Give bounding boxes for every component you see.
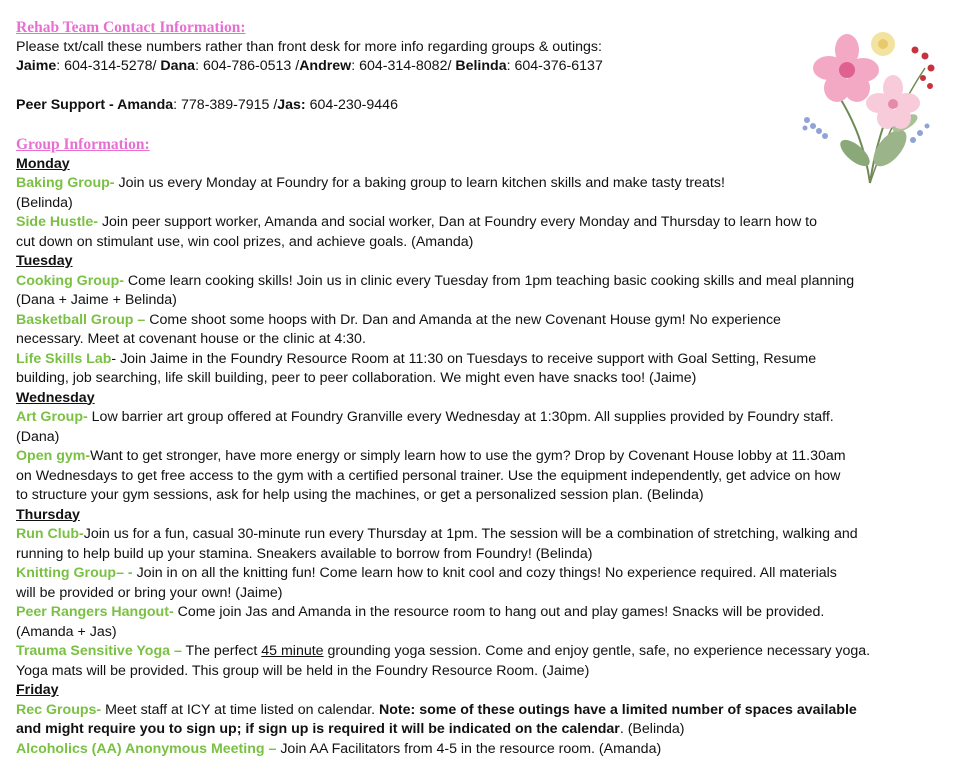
group-cooking (16, 272, 896, 292)
group-name: Baking Group- (16, 175, 115, 191)
staff-name: Dana (160, 58, 196, 74)
group-desc-cont (16, 720, 896, 740)
peer-label: Peer Support - Amanda (16, 97, 174, 113)
group-name: Life Skills Lab (16, 350, 112, 367)
group-name: Rec Groups- (16, 701, 102, 718)
group-desc-cont: on Wednesdays to get free access to the gym with a certified personal trainer. Use the equipment independently, get advice on how (16, 467, 841, 484)
staff-phone: : 604-314-5278/ (56, 58, 161, 74)
group-life-skills (16, 350, 896, 370)
group-run-club (16, 525, 896, 545)
day-monday: Monday (16, 155, 70, 172)
group-name: Art Group- (16, 409, 88, 425)
group-knitting (16, 564, 896, 584)
staff-phone: : 604-376-6137 (506, 58, 603, 74)
group-desc: Come join Jas and Amanda in the resource room to hang out and play games! Snacks will be provided. (173, 604, 825, 620)
staff-phone: : 604-314-8082/ (351, 58, 456, 74)
group-desc-cont: cut down on stimulant use, win cool prizes, and achieve goals. (Amanda) (16, 233, 474, 250)
rec-tail: . (Belinda) (619, 721, 685, 737)
contact-heading: Rehab Team Contact Information: (16, 19, 246, 36)
group-desc: Join AA Facilitators from 4-5 in the resource room. (Amanda) (276, 740, 662, 757)
peer-support-contacts (16, 96, 896, 116)
group-desc-cont: Yoga mats will be provided. This group will be held in the Foundry Resource Room. (Jaime) (16, 662, 590, 679)
group-desc: Join peer support worker, Amanda and social worker, Dan at Foundry every Monday and Thursday to learn how to (98, 214, 817, 230)
group-desc: Join in on all the knitting fun! Come learn how to knit cool and cozy things! No experience required. All materials (132, 565, 837, 581)
group-rec (16, 701, 896, 721)
staff-name: Belinda (455, 58, 507, 74)
groups-heading: Group Information: (16, 136, 150, 153)
group-peer-rangers (16, 603, 896, 623)
group-desc: The perfect (181, 643, 262, 659)
group-desc: - Join Jaime in the Foundry Resource Room at 11:30 on Tuesdays to receive support with Goal Setting, Resume (111, 350, 817, 367)
day-thursday: Thursday (16, 506, 80, 523)
group-desc-cont: (Dana + Jaime + Belinda) (16, 292, 177, 308)
peer-phone: : 778-389-7915 / (173, 97, 278, 113)
flower-bouquet-icon (795, 28, 940, 188)
group-desc-cont: (Belinda) (16, 194, 73, 211)
group-desc: Come shoot some hoops with Dr. Dan and Amanda at the new Covenant House gym! No experience (145, 311, 781, 328)
group-name: Side Hustle- (16, 214, 98, 230)
group-desc: Come learn cooking skills! Join us in clinic every Tuesday from 1pm teaching basic cooking skills and meal planning (123, 272, 855, 289)
group-desc: grounding yoga session. Come and enjoy gentle, safe, no experience necessary yoga. (323, 643, 871, 659)
staff-contacts (16, 57, 896, 77)
group-desc: Want to get stronger, have more energy or simply learn how to use the gym? Drop by Covenant House lobby at 11.30am (90, 448, 846, 464)
group-name: Open gym- (16, 448, 91, 464)
group-desc: Join us every Monday at Foundry for a baking group to learn kitchen skills and make tasty treats! (114, 175, 725, 191)
contact-intro: Please txt/call these numbers rather than front desk for more info regarding groups & outings: (16, 38, 602, 55)
group-name: Peer Rangers Hangout- (16, 604, 174, 620)
staff-name: Jaime (16, 58, 57, 74)
group-aa (16, 740, 896, 760)
group-name: Run Club- (16, 526, 84, 542)
group-name: Alcoholics (AA) Anonymous Meeting – (16, 740, 277, 757)
group-desc-cont: (Amanda + Jas) (16, 623, 117, 640)
group-desc-cont: (Dana) (16, 428, 60, 445)
group-desc-cont: building, job searching, life skill building, peer to peer collaboration. We might even have snacks too! (Jaime) (16, 370, 697, 386)
group-name: Trauma Sensitive Yoga – (16, 643, 182, 659)
group-open-gym (16, 447, 896, 467)
group-yoga (16, 642, 896, 662)
group-desc: Meet staff at ICY at time listed on calendar. (101, 701, 379, 718)
rec-note: Note: some of these outings have a limited number of spaces available (379, 701, 857, 718)
group-desc-cont: will be provided or bring your own! (Jaime) (16, 584, 283, 601)
group-art (16, 408, 896, 428)
staff-phone: : 604-786-0513 / (195, 58, 300, 74)
group-desc: Low barrier art group offered at Foundry Granville every Wednesday at 1:30pm. All supplies provided by Foundry staff. (87, 409, 834, 425)
peer2-phone: 604-230-9446 (305, 97, 398, 113)
group-basketball (16, 311, 896, 331)
rec-note-cont: and might require you to sign up; if sign up is required it will be indicated on the calendar (16, 721, 620, 737)
group-desc-cont: to structure your gym sessions, ask for help using the machines, or get a personalized session plan. (Belinda) (16, 487, 704, 503)
group-name: Cooking Group- (16, 272, 124, 289)
peer2-label: Jas: (277, 97, 306, 113)
group-name: Basketball Group – (16, 311, 146, 328)
duration-link[interactable]: 45 minute (261, 643, 324, 659)
group-desc: Join us for a fun, casual 30-minute run every Thursday at 1pm. The session will be a combination of stretching, walking and (83, 526, 858, 542)
day-wednesday: Wednesday (16, 389, 95, 406)
group-desc-cont: necessary. Meet at covenant house or the clinic at 4:30. (16, 331, 366, 347)
day-friday: Friday (16, 682, 59, 698)
group-desc-cont: running to help build up your stamina. Sneakers available to borrow from Foundry! (Belinda) (16, 545, 593, 562)
day-tuesday: Tuesday (16, 253, 73, 269)
group-baking (16, 174, 896, 194)
group-side-hustle (16, 213, 896, 233)
group-name: Knitting Group– - (16, 565, 133, 581)
document-body (16, 18, 896, 759)
staff-name: Andrew (299, 58, 352, 74)
